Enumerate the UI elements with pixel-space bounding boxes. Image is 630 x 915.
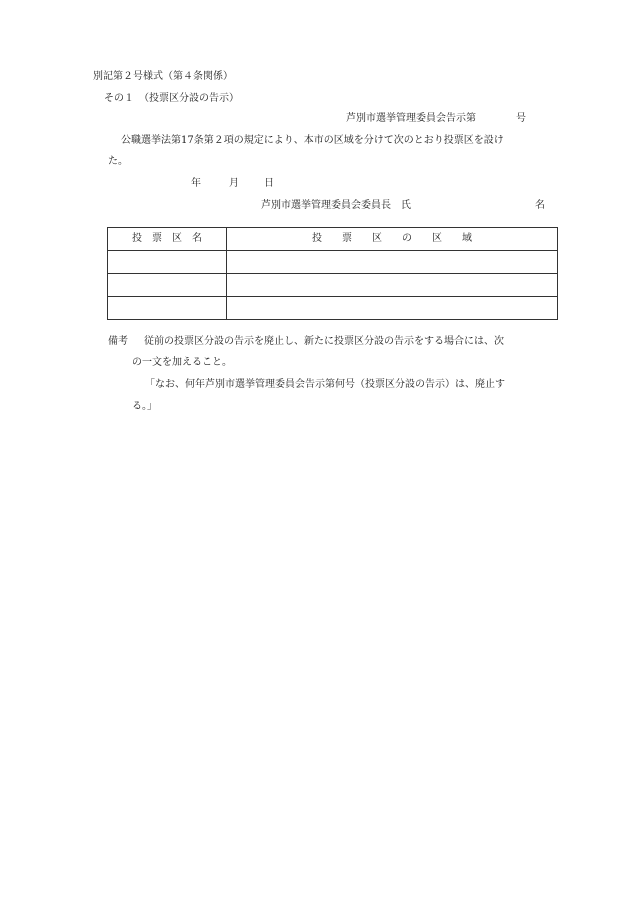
date-month: 月 — [229, 178, 239, 189]
subtitle: その１ （投票区分設の告示） — [104, 93, 239, 104]
table-cell — [108, 251, 227, 274]
table-row — [108, 251, 558, 274]
remarks-line-2: の一文を加えること。 — [132, 357, 232, 368]
table-cell — [227, 274, 558, 297]
date-year: 年 — [191, 178, 201, 189]
signatory: 芦別市選挙管理委員会委員長 氏 — [261, 200, 411, 211]
table-cell — [227, 251, 558, 274]
form-label: 別記第２号様式（第４条関係） — [93, 71, 233, 82]
remarks-quote-line-1: 「なお、何年芦別市選挙管理委員会告示第何号（投票区分設の告示）は、廃止す — [145, 379, 505, 390]
body-line-1: 公職選挙法第17条第２項の規定により、本市の区域を分けて次のとおり投票区を設け — [121, 135, 504, 146]
table-header-district-area: 投 票 区 の 区 域 — [227, 228, 558, 251]
remarks-quote-line-2: る。」 — [132, 401, 157, 412]
table-row — [108, 297, 558, 320]
body-line-2: た。 — [108, 156, 128, 167]
table-row — [108, 274, 558, 297]
table-header-district-name: 投 票 区 名 — [108, 228, 227, 251]
district-table — [107, 227, 558, 320]
table-cell — [108, 297, 227, 320]
table-header-row — [108, 228, 558, 251]
table-cell — [108, 274, 227, 297]
notice-number: 芦別市選挙管理委員会告示第 号 — [346, 113, 526, 124]
remarks-line-1: 従前の投票区分設の告示を廃止し、新たに投票区分設の告示をする場合には、次 — [144, 336, 504, 347]
table-cell — [227, 297, 558, 320]
signatory-mei: 名 — [535, 200, 545, 211]
remarks-heading: 備考 — [108, 336, 128, 347]
date-day: 日 — [264, 178, 274, 189]
